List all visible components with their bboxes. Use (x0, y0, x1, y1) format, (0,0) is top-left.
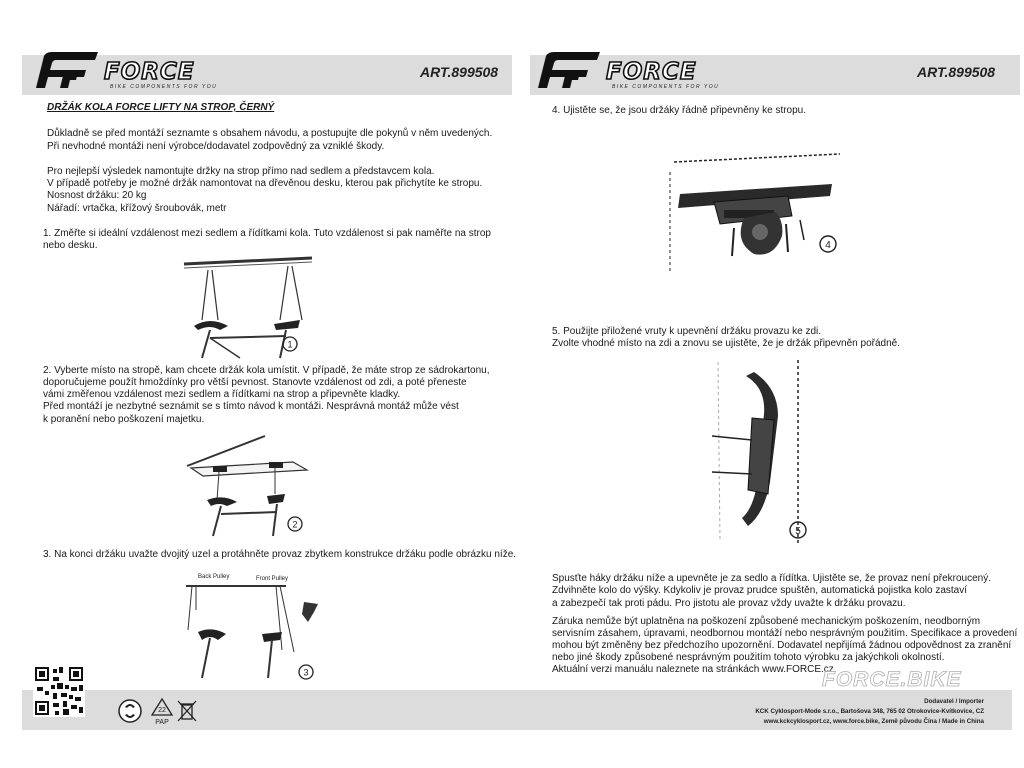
warranty-text: Záruka nemůže být uplatněna na poškození způsobené mechanickým poškozením, neodborným (552, 616, 981, 627)
recycling-symbols (118, 697, 218, 732)
wall-cleat-illustration (708, 358, 818, 548)
pap-label: PAP (155, 719, 169, 726)
step-2-text: doporučujeme použít hmoždínky pro větší pevnost. Stanovte vzdálenost od zdi, a poté přeneste (43, 377, 467, 388)
step-2-text: Před montáží je nezbytné seznámit se s tímto návod k montáži. Nesprávná montáž může vést (43, 401, 459, 412)
force-logo-mark-icon (528, 50, 602, 92)
step-5-text: Zvolte vhodné místo na zdi a znovu se ujistěte, že je držák připevněn pořádně. (552, 338, 900, 349)
step-2-text: k poranění nebo poškození majetku. (43, 414, 205, 425)
figure-number: 3 (303, 667, 309, 678)
mounted-bracket-illustration (664, 132, 844, 282)
importer-info (755, 697, 984, 727)
final-instructions: a zabezpečí tak proti pádu. Pro jistotu ale provaz vždy uvažte k držáku provazu. (552, 598, 906, 609)
figure-1 (180, 250, 320, 360)
importer-heading: Dodavatel / Importer (924, 698, 984, 705)
figure-number: 5 (795, 526, 801, 537)
step-1-text: 1. Změřte si ideální vzdálenost mezi sedlem a řídítkami kola. Tuto vzdálenost si pak naměřte na strop (43, 228, 491, 239)
final-instructions: Zdvihněte kolo do výšky. Kdykoliv je provaz prudce spuštěn, automatická pojistka kolo zastaví (552, 585, 968, 596)
step-3-text: 3. Na konci držáku uvažte dvojitý uzel a protáhněte provaz zbytkem konstrukce držáku podle obrázku níže. (43, 549, 517, 560)
warranty-text: nebo jiné škody způsobené nesprávným použitím tohoto výrobku za jakýchkoli okolností. (552, 652, 945, 663)
logo-tagline: BIKE COMPONENTS FOR YOU (612, 84, 720, 90)
right-page (512, 0, 1024, 768)
figure-4 (664, 132, 844, 282)
importer-address: KCK Cyklosport-Mode s.r.o., Bartošova 348, 765 02 Otrokovice-Kvítkovice, CZ (755, 708, 984, 715)
crossed-bin-icon (178, 701, 196, 721)
page-title: DRŽÁK KOLA FORCE LIFTY NA STROP, ČERNÝ (47, 102, 275, 113)
green-dot-icon (119, 700, 141, 722)
qr-code-icon (33, 665, 85, 717)
step-4-text: 4. Ujistěte se, že jsou držáky řádně připevněny ke stropu. (552, 105, 807, 116)
step-2-text: vámi změřenou vzdálenost mezi sedlem a řídítkami na strop a připevněte kladky. (43, 389, 401, 400)
logo-tagline: BIKE COMPONENTS FOR YOU (110, 84, 218, 90)
importer-web: www.kckcyklosport.cz, www.force.bike, Země původu Čína / Made in China (763, 718, 984, 725)
warranty-text: servisním zásahem, úpravami, neodbornou montáží nebo nesprávným použitím. Specifikace a provedení (552, 628, 1018, 639)
final-instructions: Spusťte háky držáku níže a upevněte je za sedlo a řídítka. Ujistěte se, že provaz není překroucený. (552, 573, 991, 584)
logo-wordmark: FORCE (104, 59, 195, 85)
intro-line: Důkladně se před montáží seznamte s obsahem návodu, a postupujte dle pokynů v něm uvedených. (47, 128, 493, 139)
step-5-text: 5. Použijte přiložené vruty k upevnění držáku provazu ke zdi. (552, 326, 822, 337)
pap-number: 22 (158, 707, 166, 714)
intro-line: V případě potřeby je možné držák namontovat na dřevěnou desku, kterou pak přichytíte ke stropu. (47, 178, 483, 189)
intro-line: Pro nejlepší výsledek namontujte držky na strop přímo nad sedlem a představcem kola. (47, 166, 435, 177)
force-logo (26, 50, 226, 100)
intro-line: Při nevhodné montáži není výrobce/dodavatel zodpovědný za vzniklé škody. (47, 141, 385, 152)
back-pulley-label: Back Pulley (198, 574, 230, 580)
ceiling-mount-illustration (183, 432, 313, 542)
figure-number: 4 (825, 240, 831, 251)
article-number: ART.899508 (420, 64, 499, 80)
step-2-text: 2. Vyberte místo na stropě, kam chcete držák kola umístit. V případě, že máte strop ze sádrokartonu, (43, 365, 490, 376)
figure-2 (183, 432, 313, 542)
figure-5 (708, 358, 818, 548)
warranty-text: Aktuální verzi manuálu naleznete na stránkách www.FORCE.cz. (552, 664, 837, 675)
step-1-text: nebo desku. (43, 240, 98, 251)
front-pulley-label: Front Pulley (256, 576, 289, 582)
rope-routing-illustration (182, 570, 322, 682)
force-logo-mark-icon (26, 50, 100, 92)
figure-3 (182, 570, 322, 682)
tools-text: Nářadí: vrtačka, křížový šroubovák, metr (47, 203, 227, 214)
pap-recycling-icon (152, 699, 172, 726)
warranty-text: mohou být změněny bez předchozího upozornění. Dodavatel nepřijímá žádnou odpovědnost za zranění (552, 640, 1012, 651)
capacity-text: Nosnost držáku: 20 kg (47, 190, 147, 201)
brand-watermark: FORCE.BIKE (822, 668, 962, 691)
bike-hoist-illustration (180, 250, 320, 360)
qr-code[interactable] (33, 665, 85, 717)
force-logo (528, 50, 728, 100)
article-number: ART.899508 (917, 64, 996, 80)
figure-number: 1 (287, 339, 293, 350)
figure-number: 2 (292, 519, 298, 530)
logo-wordmark: FORCE (606, 59, 697, 85)
